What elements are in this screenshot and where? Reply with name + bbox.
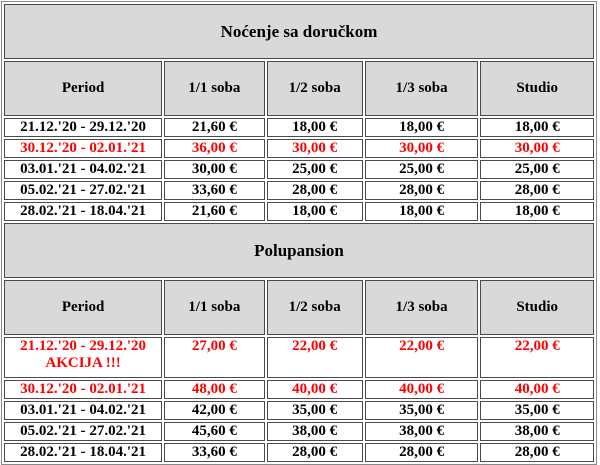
period-cell — [4, 443, 162, 462]
column-header: Period — [4, 280, 162, 335]
price-cell: 28,00 € — [267, 443, 363, 462]
column-header: Studio — [480, 280, 594, 335]
period-dates: 28.02.'21 - 18.04.'21 — [20, 444, 146, 460]
header-row — [4, 61, 594, 116]
column-header: Studio — [480, 61, 594, 116]
price-cell: 35,00 € — [267, 401, 363, 420]
period-cell — [4, 380, 162, 399]
table-row — [4, 443, 594, 462]
section-title: Noćenje sa doručkom — [4, 4, 594, 59]
price-cell: 38,00 € — [480, 422, 594, 441]
section-title: Polupansion — [4, 223, 594, 278]
price-cell: 40,00 € — [365, 380, 479, 399]
promo-note: AKCIJA !!! — [45, 355, 121, 371]
price-cell: 28,00 € — [365, 181, 479, 200]
table-row — [4, 139, 594, 158]
price-cell: 35,00 € — [365, 401, 479, 420]
table-row — [4, 118, 594, 137]
period-cell — [4, 118, 162, 137]
section-title-row — [4, 4, 594, 59]
price-cell: 40,00 € — [480, 380, 594, 399]
price-cell: 38,00 € — [365, 422, 479, 441]
price-cell: 33,60 € — [164, 181, 264, 200]
price-cell: 45,60 € — [164, 422, 264, 441]
table-row — [4, 380, 594, 399]
table-row — [4, 337, 594, 378]
price-cell: 21,60 € — [164, 202, 264, 221]
price-cell: 33,60 € — [164, 443, 264, 462]
period-dates: 30.12.'20 - 02.01.'21 — [20, 381, 146, 397]
column-header: 1/1 soba — [164, 61, 264, 116]
price-cell: 35,00 € — [480, 401, 594, 420]
column-header: 1/3 soba — [365, 61, 479, 116]
price-list — [1, 1, 597, 465]
price-cell: 30,00 € — [365, 139, 479, 158]
price-cell: 18,00 € — [365, 202, 479, 221]
period-dates: 21.12.'20 - 29.12.'20 — [20, 338, 146, 354]
price-cell: 28,00 € — [365, 443, 479, 462]
period-cell — [4, 139, 162, 158]
column-header: 1/2 soba — [267, 61, 363, 116]
table-row — [4, 181, 594, 200]
period-cell — [4, 181, 162, 200]
column-header: Period — [4, 61, 162, 116]
table-row — [4, 401, 594, 420]
period-dates: 28.02.'21 - 18.04.'21 — [20, 203, 146, 219]
table-row — [4, 160, 594, 179]
period-cell — [4, 160, 162, 179]
price-cell: 18,00 € — [480, 202, 594, 221]
period-dates: 05.02.'21 - 27.02.'21 — [20, 182, 146, 198]
period-dates: 03.01.'21 - 04.02.'21 — [20, 161, 146, 177]
period-cell — [4, 401, 162, 420]
section-title-row — [4, 223, 594, 278]
price-cell: 28,00 € — [480, 443, 594, 462]
price-cell: 18,00 € — [480, 118, 594, 137]
price-cell: 21,60 € — [164, 118, 264, 137]
price-cell: 18,00 € — [365, 118, 479, 137]
table-row — [4, 422, 594, 441]
price-cell: 48,00 € — [164, 380, 264, 399]
table-row — [4, 202, 594, 221]
column-header: 1/3 soba — [365, 280, 479, 335]
price-cell: 30,00 € — [267, 139, 363, 158]
price-cell: 18,00 € — [267, 118, 363, 137]
period-cell — [4, 337, 162, 378]
price-cell: 22,00 € — [365, 337, 479, 378]
price-cell: 28,00 € — [480, 181, 594, 200]
price-cell: 36,00 € — [164, 139, 264, 158]
price-cell: 38,00 € — [267, 422, 363, 441]
price-cell: 22,00 € — [267, 337, 363, 378]
price-cell: 28,00 € — [267, 181, 363, 200]
price-cell: 42,00 € — [164, 401, 264, 420]
price-cell: 40,00 € — [267, 380, 363, 399]
price-cell: 18,00 € — [267, 202, 363, 221]
column-header: 1/1 soba — [164, 280, 264, 335]
price-cell: 25,00 € — [267, 160, 363, 179]
period-dates: 21.12.'20 - 29.12.'20 — [20, 119, 146, 135]
period-cell — [4, 202, 162, 221]
period-dates: 03.01.'21 - 04.02.'21 — [20, 402, 146, 418]
price-cell: 30,00 € — [480, 139, 594, 158]
period-dates: 05.02.'21 - 27.02.'21 — [20, 423, 146, 439]
price-cell: 30,00 € — [164, 160, 264, 179]
price-cell: 25,00 € — [480, 160, 594, 179]
column-header: 1/2 soba — [267, 280, 363, 335]
period-dates: 30.12.'20 - 02.01.'21 — [20, 140, 146, 156]
price-table — [1, 1, 597, 465]
price-cell: 27,00 € — [164, 337, 264, 378]
price-cell: 22,00 € — [480, 337, 594, 378]
price-cell: 25,00 € — [365, 160, 479, 179]
period-cell — [4, 422, 162, 441]
header-row — [4, 280, 594, 335]
